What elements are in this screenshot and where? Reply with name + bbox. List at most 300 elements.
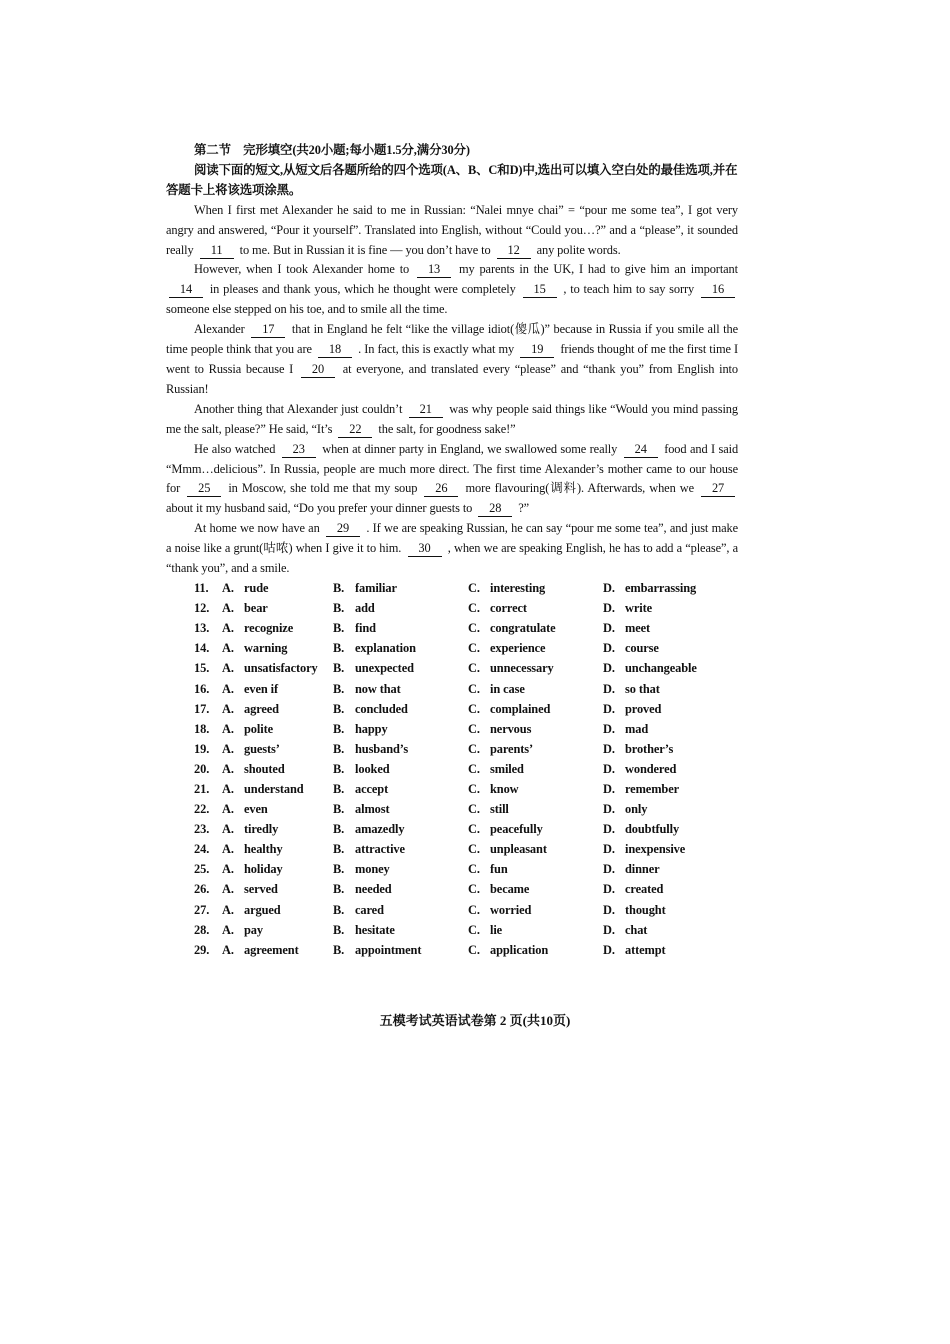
option-d [603, 840, 723, 860]
option-row [166, 679, 738, 699]
question-number: 29. [194, 942, 210, 957]
option-letter: A. [222, 661, 234, 676]
option-b [333, 800, 468, 820]
option-letter: B. [333, 842, 345, 857]
option-letter: A. [222, 842, 234, 857]
option-text: congratulate [490, 621, 556, 636]
option-text: concluded [355, 701, 408, 716]
option-d [603, 901, 723, 921]
option-letter: B. [333, 822, 345, 837]
option-text: correct [490, 601, 527, 616]
option-letter: A. [222, 741, 234, 756]
option-row [166, 760, 738, 780]
option-letter: B. [333, 802, 345, 817]
passage-paragraph [166, 201, 738, 261]
option-text: happy [355, 721, 388, 736]
option-b [333, 921, 468, 941]
option-text: write [625, 601, 653, 616]
option-row [166, 860, 738, 880]
question-number: 27. [194, 902, 210, 917]
question-number: 19. [194, 741, 210, 756]
option-c [468, 639, 603, 659]
option-letter: D. [603, 701, 615, 716]
option-letter: D. [603, 882, 615, 897]
option-text: attempt [625, 942, 666, 957]
option-text: fun [490, 862, 508, 877]
option-row [166, 941, 738, 961]
option-text: peacefully [490, 822, 543, 837]
blank-16: 16 [701, 282, 735, 298]
option-text: thought [625, 902, 666, 917]
option-a [222, 820, 333, 840]
option-letter: A. [222, 721, 234, 736]
option-text: worried [490, 902, 532, 917]
option-letter: D. [603, 641, 615, 656]
option-letter: D. [603, 761, 615, 776]
blank-28: 28 [478, 501, 512, 517]
passage-text: Alexander [194, 322, 245, 337]
option-c [468, 579, 603, 599]
option-text: became [490, 882, 530, 897]
blank-24: 24 [624, 442, 658, 458]
option-text: brother’s [625, 741, 674, 756]
option-text: pay [244, 922, 263, 937]
option-letter: A. [222, 701, 234, 716]
option-letter: D. [603, 822, 615, 837]
option-text: nervous [490, 721, 532, 736]
option-b [333, 780, 468, 800]
option-letter: C. [468, 641, 480, 656]
option-letter: B. [333, 581, 345, 596]
option-a [222, 780, 333, 800]
option-letter: A. [222, 781, 234, 796]
option-letter: D. [603, 601, 615, 616]
option-letter: C. [468, 862, 480, 877]
option-letter: D. [603, 721, 615, 736]
option-d [603, 619, 723, 639]
option-letter: B. [333, 882, 345, 897]
option-text: in case [490, 681, 525, 696]
option-row [166, 619, 738, 639]
option-text: rude [244, 581, 269, 596]
passage-text: . In fact, this is exactly what my [358, 342, 515, 357]
option-letter: B. [333, 661, 345, 676]
question-number: 23. [194, 822, 210, 837]
option-text: even if [244, 681, 279, 696]
option-b [333, 860, 468, 880]
option-c [468, 901, 603, 921]
option-d [603, 780, 723, 800]
option-b [333, 720, 468, 740]
option-c [468, 921, 603, 941]
option-text: even [244, 802, 268, 817]
passage-text: in pleases and thank yous, which he thought were completely [209, 282, 516, 297]
option-letter: D. [603, 781, 615, 796]
option-row [166, 900, 738, 920]
option-d [603, 740, 723, 760]
passage-text: to me. But in Russian it is fine — you don’t have to [239, 242, 491, 257]
passage-text: was why people said things like “Would you mind passing me the salt, please?” He said, “It’s [166, 401, 738, 436]
passage-text: ?” [518, 501, 530, 516]
option-a [222, 700, 333, 720]
option-text: wondered [625, 761, 677, 776]
passage-text: someone else stepped on his toe, and to smile all the time. [166, 302, 448, 317]
option-text: husband’s [355, 741, 409, 756]
option-c [468, 860, 603, 880]
option-b [333, 880, 468, 900]
option-text: agreement [244, 942, 299, 957]
option-text: proved [625, 701, 662, 716]
option-a [222, 639, 333, 659]
option-text: explanation [355, 641, 416, 656]
option-letter: D. [603, 621, 615, 636]
option-d [603, 680, 723, 700]
question-number: 22. [194, 802, 210, 817]
option-text: so that [625, 681, 660, 696]
option-a [222, 599, 333, 619]
question-number: 11. [194, 581, 209, 596]
blank-29: 29 [326, 521, 360, 537]
option-letter: D. [603, 942, 615, 957]
option-letter: A. [222, 761, 234, 776]
option-letter: C. [468, 601, 480, 616]
blank-15: 15 [523, 282, 557, 298]
question-number: 12. [194, 601, 210, 616]
passage-paragraph [166, 440, 738, 520]
option-letter: D. [603, 802, 615, 817]
option-a [222, 659, 333, 679]
option-b [333, 599, 468, 619]
option-row [166, 800, 738, 820]
option-text: healthy [244, 842, 283, 857]
option-letter: C. [468, 802, 480, 817]
option-letter: D. [603, 902, 615, 917]
passage-text: my parents in the UK, I had to give him an important [458, 262, 738, 277]
option-d [603, 800, 723, 820]
blank-20: 20 [301, 362, 335, 378]
option-letter: D. [603, 581, 615, 596]
option-a [222, 860, 333, 880]
option-letter: C. [468, 701, 480, 716]
passage-text: friends thought of me the first time I went to Russia because I [166, 342, 739, 376]
passage-text: , when we are speaking English, he has to add a “please”, a “thank you”, and a smile. [166, 541, 738, 576]
option-text: attractive [355, 842, 405, 857]
option-text: inexpensive [625, 842, 686, 857]
section-title: 第二节 完形填空(共20小题;每小题1.5分,满分30分) [194, 143, 470, 157]
option-row [166, 720, 738, 740]
passage-text: more flavouring(调料). Afterwards, when we [465, 481, 694, 496]
question-number: 20. [194, 761, 210, 776]
blank-25: 25 [187, 481, 221, 497]
option-a [222, 901, 333, 921]
option-text: created [625, 882, 664, 897]
blank-12: 12 [497, 243, 531, 259]
option-letter: B. [333, 621, 345, 636]
option-letter: C. [468, 581, 480, 596]
option-c [468, 680, 603, 700]
passage-paragraph [166, 400, 738, 440]
option-text: cared [355, 902, 384, 917]
option-letter: C. [468, 621, 480, 636]
option-d [603, 941, 723, 961]
option-b [333, 820, 468, 840]
option-d [603, 579, 723, 599]
option-text: embarrassing [625, 581, 697, 596]
blank-22: 22 [338, 422, 372, 438]
passage-paragraph [166, 519, 738, 579]
option-text: complained [490, 701, 551, 716]
option-letter: C. [468, 681, 480, 696]
option-letter: A. [222, 621, 234, 636]
blank-17: 17 [251, 322, 285, 338]
option-text: lie [490, 922, 503, 937]
option-letter: B. [333, 902, 345, 917]
question-number: 13. [194, 621, 210, 636]
question-number: 24. [194, 842, 210, 857]
option-c [468, 619, 603, 639]
option-text: interesting [490, 581, 546, 596]
option-text: mad [625, 721, 649, 736]
option-b [333, 659, 468, 679]
option-b [333, 680, 468, 700]
option-letter: D. [603, 661, 615, 676]
passage-text: Another thing that Alexander just couldn’t [194, 401, 403, 416]
option-a [222, 921, 333, 941]
option-row [166, 780, 738, 800]
option-letter: B. [333, 781, 345, 796]
page-footer: 五模考试英语试卷第 2 页(共10页) [379, 1013, 571, 1028]
option-text: shouted [244, 761, 285, 776]
option-a [222, 720, 333, 740]
option-b [333, 619, 468, 639]
option-letter: A. [222, 902, 234, 917]
passage-text: He also watched [194, 441, 276, 456]
option-letter: A. [222, 942, 234, 957]
passage-text: When I first met Alexander he said to me in Russian: “Nalei mnye chai” = “pour me some tea”, I got very angry and answered, “Pour it yourself”. Translated into English, without “Could you…?” and a “please”, it sounded really [166, 202, 738, 257]
option-c [468, 700, 603, 720]
question-number: 21. [194, 781, 210, 796]
passage-text: food and I said “Mmm…delicious”. In Russia, people are much more direct. The first time Alexander’s mother came to our house for [166, 441, 739, 496]
option-letter: A. [222, 862, 234, 877]
option-letter: A. [222, 581, 234, 596]
option-c [468, 800, 603, 820]
option-text: served [244, 882, 278, 897]
option-row [166, 880, 738, 900]
option-row [166, 599, 738, 619]
option-row [166, 740, 738, 760]
option-letter: B. [333, 701, 345, 716]
option-a [222, 760, 333, 780]
option-text: tiredly [244, 822, 279, 837]
option-letter: C. [468, 902, 480, 917]
option-row [166, 700, 738, 720]
option-text: know [490, 781, 519, 796]
option-d [603, 860, 723, 880]
option-letter: A. [222, 882, 234, 897]
option-letter: A. [222, 802, 234, 817]
option-a [222, 740, 333, 760]
option-letter: A. [222, 641, 234, 656]
blank-23: 23 [282, 442, 316, 458]
option-text: money [355, 862, 390, 877]
blank-13: 13 [417, 262, 451, 278]
option-c [468, 740, 603, 760]
option-letter: C. [468, 822, 480, 837]
option-letter: C. [468, 781, 480, 796]
passage-text: the salt, for goodness sake!” [378, 421, 516, 436]
option-text: unchangeable [625, 661, 697, 676]
option-row [166, 579, 738, 599]
option-b [333, 760, 468, 780]
option-a [222, 680, 333, 700]
option-text: chat [625, 922, 648, 937]
option-letter: C. [468, 842, 480, 857]
option-text: experience [490, 641, 546, 656]
option-b [333, 901, 468, 921]
option-c [468, 760, 603, 780]
option-letter: D. [603, 741, 615, 756]
option-c [468, 780, 603, 800]
option-c [468, 880, 603, 900]
option-text: unnecessary [490, 661, 554, 676]
question-number: 16. [194, 681, 210, 696]
option-text: still [490, 802, 509, 817]
option-c [468, 941, 603, 961]
passage-paragraph [166, 260, 738, 320]
option-c [468, 720, 603, 740]
option-text: unpleasant [490, 842, 547, 857]
option-text: warning [244, 641, 288, 656]
option-text: polite [244, 721, 273, 736]
option-d [603, 639, 723, 659]
option-a [222, 579, 333, 599]
option-row [166, 639, 738, 659]
option-text: argued [244, 902, 281, 917]
blank-21: 21 [409, 402, 443, 418]
passage-text: any polite words. [536, 242, 621, 257]
option-d [603, 820, 723, 840]
option-text: meet [625, 621, 651, 636]
section-instructions: 阅读下面的短文,从短文后各题所给的四个选项(A、B、C和D)中,选出可以填入空白处的最佳选项,并在答题卡上将该选项涂黑。 [166, 162, 738, 197]
option-letter: A. [222, 681, 234, 696]
option-letter: C. [468, 922, 480, 937]
option-row [166, 921, 738, 941]
question-number: 14. [194, 641, 210, 656]
option-text: guests’ [244, 741, 280, 756]
option-text: agreed [244, 701, 279, 716]
option-d [603, 659, 723, 679]
option-text: unexpected [355, 661, 414, 676]
passage-text: At home we now have an [194, 521, 320, 536]
blank-14: 14 [169, 282, 203, 298]
option-text: holiday [244, 862, 283, 877]
passage-text: about it my husband said, “Do you prefer your dinner guests to [166, 501, 473, 516]
option-b [333, 941, 468, 961]
blank-18: 18 [318, 342, 352, 358]
option-a [222, 840, 333, 860]
option-text: looked [355, 761, 390, 776]
option-text: accept [355, 781, 389, 796]
option-row [166, 840, 738, 860]
option-letter: B. [333, 922, 345, 937]
passage-text: in Moscow, she told me that my soup [228, 481, 418, 496]
passage-text: that in England he felt “like the village idiot(傻瓜)” because in Russia if you smile all the time people think that you are [166, 322, 738, 357]
option-text: now that [355, 681, 401, 696]
option-text: familiar [355, 581, 397, 596]
option-text: find [355, 621, 376, 636]
option-c [468, 820, 603, 840]
option-a [222, 800, 333, 820]
option-text: remember [625, 781, 680, 796]
option-text: unsatisfactory [244, 661, 318, 676]
exam-page [166, 141, 738, 961]
option-letter: C. [468, 721, 480, 736]
question-number: 17. [194, 701, 210, 716]
passage-text: when at dinner party in England, we swallowed some really [322, 441, 618, 456]
question-number: 26. [194, 882, 210, 897]
option-text: appointment [355, 942, 422, 957]
option-text: almost [355, 802, 390, 817]
option-b [333, 639, 468, 659]
option-letter: B. [333, 761, 345, 776]
option-text: amazedly [355, 822, 405, 837]
option-text: understand [244, 781, 304, 796]
option-letter: C. [468, 882, 480, 897]
passage-paragraph [166, 320, 738, 400]
blank-27: 27 [701, 481, 735, 497]
option-text: doubtfully [625, 822, 680, 837]
option-letter: D. [603, 842, 615, 857]
option-d [603, 599, 723, 619]
cloze-passage [166, 201, 738, 579]
option-text: dinner [625, 862, 660, 877]
passage-text: , to teach him to say sorry [563, 282, 695, 297]
option-letter: C. [468, 741, 480, 756]
option-row [166, 659, 738, 679]
option-a [222, 880, 333, 900]
question-number: 25. [194, 862, 210, 877]
option-letter: C. [468, 761, 480, 776]
option-row [166, 820, 738, 840]
option-letter: B. [333, 601, 345, 616]
option-letter: D. [603, 681, 615, 696]
option-text: only [625, 802, 648, 817]
option-text: add [355, 601, 375, 616]
option-c [468, 659, 603, 679]
option-b [333, 579, 468, 599]
option-text: parents’ [490, 741, 534, 756]
option-d [603, 880, 723, 900]
option-a [222, 619, 333, 639]
question-number: 15. [194, 661, 210, 676]
option-letter: B. [333, 681, 345, 696]
option-letter: C. [468, 942, 480, 957]
blank-30: 30 [408, 541, 442, 557]
option-letter: A. [222, 822, 234, 837]
option-c [468, 840, 603, 860]
blank-19: 19 [520, 342, 554, 358]
option-b [333, 700, 468, 720]
option-letter: D. [603, 922, 615, 937]
option-text: bear [244, 601, 268, 616]
option-d [603, 760, 723, 780]
option-text: needed [355, 882, 392, 897]
option-d [603, 700, 723, 720]
option-a [222, 941, 333, 961]
option-d [603, 921, 723, 941]
option-letter: B. [333, 942, 345, 957]
passage-text: at everyone, and translated every “please” and “thank you” from English into Russian! [166, 361, 738, 396]
